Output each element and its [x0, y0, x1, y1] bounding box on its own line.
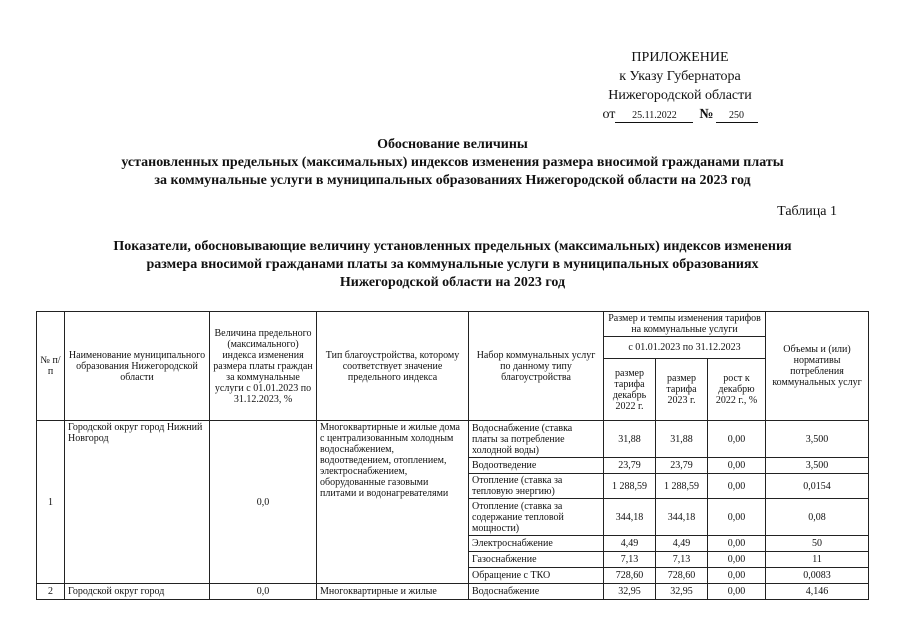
- tariff-2023-cell: 4,49: [656, 536, 708, 552]
- header-service-set: Набор коммунальных услуг по данному типу благоустройства: [469, 312, 604, 421]
- document-title-line: за коммунальные услуги в муниципальных образованиях Нижегородской области на 2023 год: [154, 173, 751, 188]
- tariff-dec-cell: 1 288,59: [604, 474, 656, 499]
- tariff-2023-cell: 23,79: [656, 458, 708, 474]
- housing-type-cell: Многоквартирные и жилые: [317, 584, 469, 600]
- tariff-2023-cell: 32,95: [656, 584, 708, 600]
- tariff-2023-cell: 344,18: [656, 499, 708, 536]
- volume-cell: 0,0154: [766, 474, 869, 499]
- row-num: 1: [37, 421, 65, 584]
- annex-subtitle: к Указу Губернатора: [619, 69, 741, 84]
- municipality-cell: Городской округ город Нижний Новгород: [65, 421, 210, 584]
- header-tariffs-group: Размер и темпы изменения тарифов на коммунальные услуги: [604, 312, 766, 337]
- decree-date: 25.11.2022: [615, 109, 693, 123]
- table-row: [37, 584, 869, 600]
- volume-cell: 0,0083: [766, 568, 869, 584]
- header-growth: рост к декабрю 2022 г., %: [708, 359, 766, 421]
- growth-cell: 0,00: [708, 499, 766, 536]
- volume-cell: 50: [766, 536, 869, 552]
- tariff-2023-cell: 728,60: [656, 568, 708, 584]
- service-cell: Газоснабжение: [469, 552, 604, 568]
- date-prefix: от: [602, 107, 616, 122]
- growth-cell: 0,00: [708, 568, 766, 584]
- volume-cell: 0,08: [766, 499, 869, 536]
- growth-cell: 0,00: [708, 421, 766, 458]
- table-title: [0, 238, 905, 292]
- indicators-table: [36, 311, 869, 600]
- growth-cell: 0,00: [708, 584, 766, 600]
- tariff-2023-cell: 7,13: [656, 552, 708, 568]
- header-housing-type: Тип благоустройства, которому соответствует значение предельного индекса: [317, 312, 469, 421]
- tariff-2023-cell: 1 288,59: [656, 474, 708, 499]
- volume-cell: 11: [766, 552, 869, 568]
- table-title-line: размера вносимой гражданами платы за коммунальные услуги в муниципальных образованиях: [146, 257, 759, 272]
- table-label: Таблица 1: [777, 204, 837, 219]
- municipality-cell: Городской округ город: [65, 584, 210, 600]
- tariff-dec-cell: 728,60: [604, 568, 656, 584]
- annex-region: Нижегородской области: [608, 88, 752, 103]
- tariff-dec-cell: 4,49: [604, 536, 656, 552]
- growth-cell: 0,00: [708, 458, 766, 474]
- header-period: с 01.01.2023 по 31.12.2023: [604, 337, 766, 359]
- annex-header: [585, 48, 775, 124]
- service-cell: Водоснабжение (ставка платы за потребление холодной воды): [469, 421, 604, 458]
- volume-cell: 3,500: [766, 421, 869, 458]
- service-cell: Электроснабжение: [469, 536, 604, 552]
- service-cell: Отопление (ставка за тепловую энергию): [469, 474, 604, 499]
- index-cell: 0,0: [210, 584, 317, 600]
- table-row: [37, 421, 869, 458]
- volume-cell: 3,500: [766, 458, 869, 474]
- growth-cell: 0,00: [708, 474, 766, 499]
- service-cell: Отопление (ставка за содержание тепловой мощности): [469, 499, 604, 536]
- header-tariff-dec: размер тарифа декабрь 2022 г.: [604, 359, 656, 421]
- tariff-2023-cell: 31,88: [656, 421, 708, 458]
- annex-title: ПРИЛОЖЕНИЕ: [631, 50, 729, 65]
- housing-type-cell: Многоквартирные и жилые дома с централизованным холодным водоснабжением, водоотведением, отоплением, электроснабжением, оборудованные газовыми плитами и водонагревателями: [317, 421, 469, 584]
- decree-number: 250: [716, 109, 758, 123]
- tariff-dec-cell: 32,95: [604, 584, 656, 600]
- service-cell: Обращение с ТКО: [469, 568, 604, 584]
- index-cell: 0,0: [210, 421, 317, 584]
- header-volumes: Объемы и (или) нормативы потребления коммунальных услуг: [766, 312, 869, 421]
- number-sign: №: [699, 107, 714, 122]
- service-cell: Водоотведение: [469, 458, 604, 474]
- header-index: Величина предельного (максимального) индекса изменения размера платы граждан за коммунальные услуги с 01.01.2023 по 31.12.2023, %: [210, 312, 317, 421]
- tariff-dec-cell: 7,13: [604, 552, 656, 568]
- header-row: [37, 312, 869, 337]
- document-title-line: установленных предельных (максимальных) индексов изменения размера вносимой гражданами платы: [121, 155, 784, 170]
- tariff-dec-cell: 344,18: [604, 499, 656, 536]
- annex-date-line: [585, 105, 775, 124]
- row-num: 2: [37, 584, 65, 600]
- header-num: № п/п: [37, 312, 65, 421]
- table-title-line: Нижегородской области на 2023 год: [339, 275, 566, 290]
- tariff-dec-cell: 31,88: [604, 421, 656, 458]
- table-title-line: Показатели, обосновывающие величину установленных предельных (максимальных) индексов изменения: [113, 239, 792, 254]
- growth-cell: 0,00: [708, 552, 766, 568]
- growth-cell: 0,00: [708, 536, 766, 552]
- header-tariff-2023: размер тарифа 2023 г.: [656, 359, 708, 421]
- document-title: [0, 136, 905, 190]
- document-title-line: Обоснование величины: [377, 137, 528, 152]
- tariff-dec-cell: 23,79: [604, 458, 656, 474]
- header-municipality: Наименование муниципального образования Нижегородской области: [65, 312, 210, 421]
- volume-cell: 4,146: [766, 584, 869, 600]
- service-cell: Водоснабжение: [469, 584, 604, 600]
